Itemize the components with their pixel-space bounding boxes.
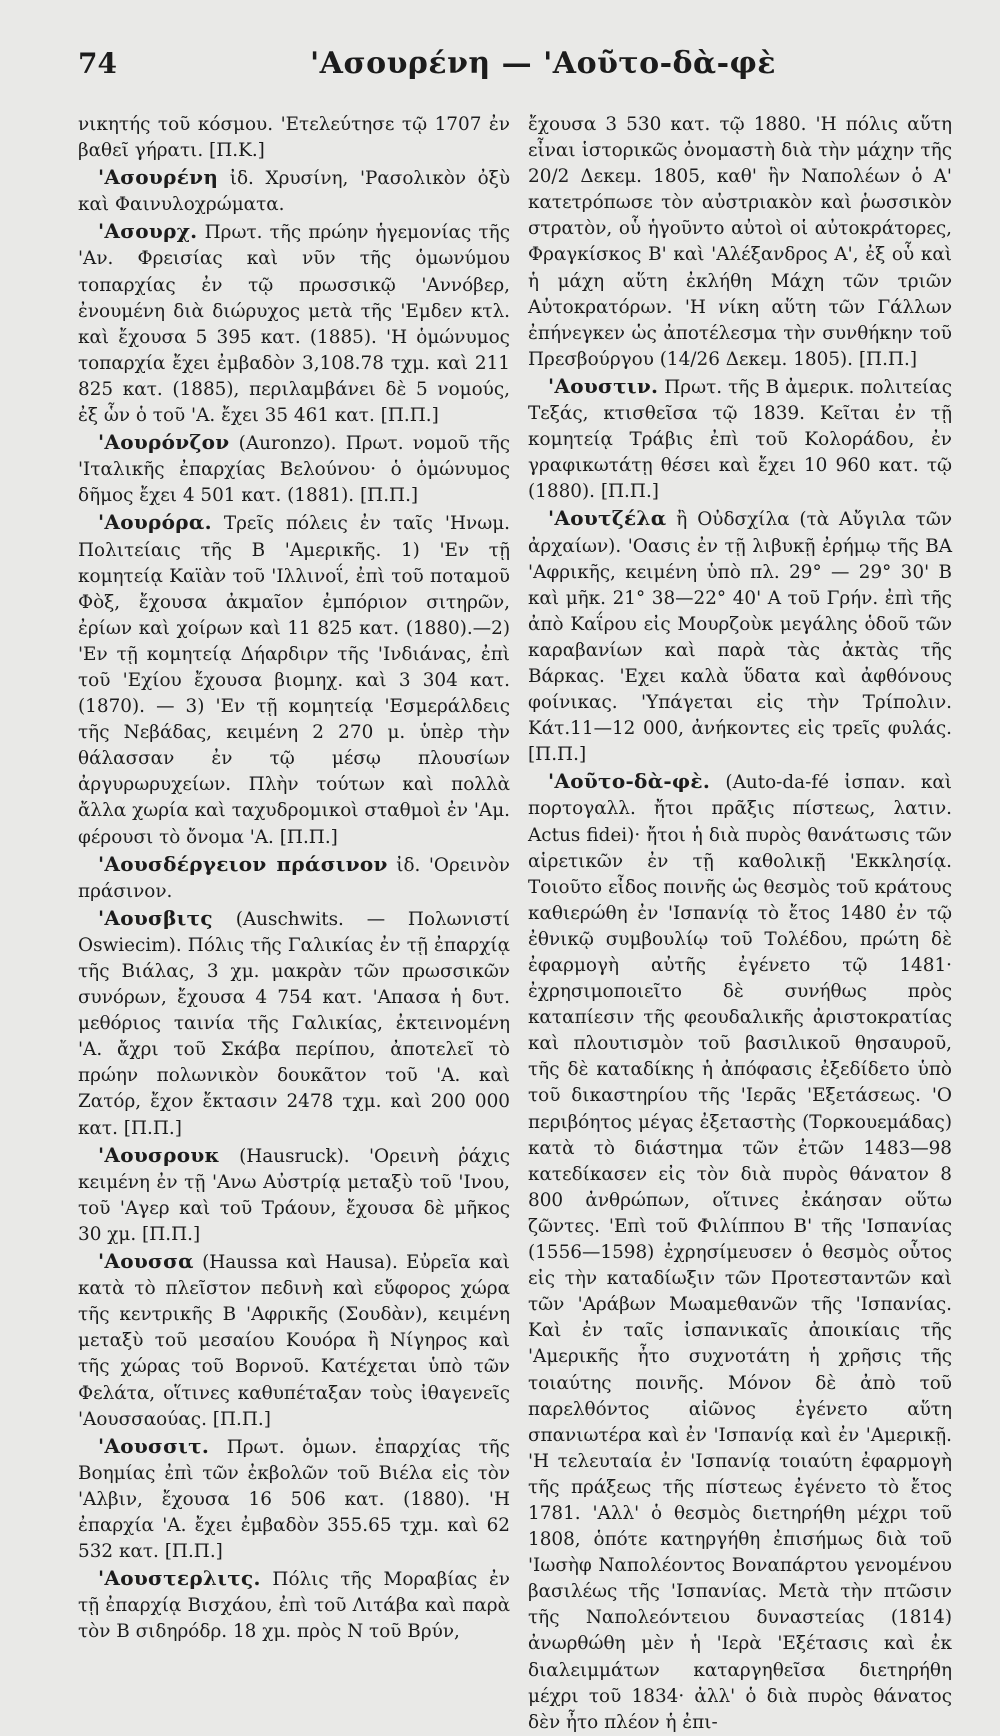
entry-headword: 'Αουσδέργειον πράσινον — [98, 851, 388, 876]
entry-text: Πρωτ. ὁμων. ἐπαρχίας τῆς Βοημίας ἐπὶ τῶν ἐκβολῶν τοῦ Βιέλα εἰς τὸν 'Αλβιν, ἔχουσα 16 506 κατ. (1880). 'Η ἐπαρχία 'Α. ἔχει ἐμβαδὸν 355.65 τχμ. καὶ 62 532 κατ. [Π.Π.] — [78, 1436, 510, 1563]
entry-headword: 'Αουσρουκ — [98, 1142, 220, 1167]
dictionary-entry — [78, 164, 510, 218]
running-title: 'Ασουρένη — 'Αοῦτο-δὰ-φὲ — [310, 46, 776, 81]
entry-text: (Hausruck). 'Ορεινὴ ῥάχις κειμένη ἐν τῇ 'Ανω Αὐστρίᾳ μεταξὺ τοῦ 'Ινου, τοῦ 'Αγερ καὶ τοῦ Τράουν, ἔχουσα δὲ μῆκος 30 χμ. [Π.Π.] — [78, 1145, 510, 1245]
dictionary-entry — [78, 1565, 510, 1645]
entry-text: Πόλις τῆς Μοραβίας ἐν τῇ ἐπαρχίᾳ Βισχάου, ἐπὶ τοῦ Λιτάβα καὶ παρὰ τὸν Β σιδηρόδρ. 18 χμ. πρὸς Ν τοῦ Βρύν, — [78, 1569, 510, 1643]
dictionary-entry — [78, 851, 510, 905]
entry-text: ἢ Οὐδσχίλα (τὰ Αὔγιλα τῶν ἀρχαίων). 'Οασις ἐν τῇ λιβυκῇ ἐρήμῳ τῆς ΒΑ 'Αφρικῆς, κειμένη ὑπὸ πλ. 29° — 29° 30' Β καὶ μῆκ. 21° 38—22° 40' Α τοῦ Γρήν. ἐπὶ τῆς ἀπὸ Καΐρου εἰς Μουρζοὺκ μεγάλης ὁδοῦ τῶν καραβανίων καὶ παρὰ τὰς ἀκτὰς τῆς Βάρκας. 'Εχει καλὰ ὕδατα καὶ ἀφθόνους φοίνικας. 'Υπάγεται εἰς τὴν Τρίπολιν. Κάτ.11—12 000, ἀνήκοντες εἰς τρεῖς φυλάς. [Π.Π.] — [528, 509, 952, 766]
dictionary-entry — [78, 112, 510, 164]
entry-headword: 'Αουσσα — [98, 1249, 194, 1274]
dictionary-entry — [78, 1248, 510, 1433]
dictionary-entry — [528, 112, 952, 373]
entry-text: ἔχουσα 3 530 κατ. τῷ 1880. 'Η πόλις αὕτη εἶναι ἱστορικῶς ὀνομαστὴ διὰ τὴν μάχην τῆς 20/2 Δεκεμ. 1805, καθ' ἣν Ναπολέων ὁ Α' κατετρόπωσε τὸν αὐστριακὸν καὶ ῥωσσικὸν στρατὸν, οὗ ἡγοῦντο αὐτοὶ οἱ αὐτοκράτορες, Φραγκίσκος Β' καὶ 'Αλέξανδρος Α', ἐξ οὗ καὶ ἡ μάχη αὕτη ἐκλήθη Μάχη τῶν τριῶν Αὐτοκρατόρων. 'Η νίκη αὕτη τῶν Γάλλων ἐπήνεγκεν ὡς ἀποτέλεσμα τὴν συνθήκην τοῦ Πρεσβούργου (14/26 Δεκεμ. 1805). [Π.Π.] — [528, 114, 952, 370]
entry-headword: 'Αοῦτο-δὰ-φὲ. — [548, 769, 711, 794]
entry-headword: 'Αουσσιτ. — [98, 1433, 210, 1458]
dictionary-entry — [78, 429, 510, 509]
left-column — [78, 112, 510, 1642]
entry-text: (Auronzo). Πρωτ. νομοῦ τῆς 'Ιταλικῆς ἐπαρχίας Βελούνου· ὁ ὁμώνυμος δῆμος ἔχει 4 501 κατ. (1881). [Π.Π.] — [78, 433, 510, 507]
entry-headword: 'Ασουρχ. — [98, 219, 198, 244]
entry-text: (Auto-da-fé ἰσπαν. καὶ πορτογαλλ. ἤτοι πρᾶξις πίστεως, λατιν. Actus fidei)· ἤτοι ἡ διὰ πυρὸς θανάτωσις τῶν αἱρετικῶν ἐν τῇ καθολικῇ 'Εκκλησίᾳ. Τοιοῦτο εἶδος ποινῆς ὡς θεσμὸς τοῦ κράτους καθιερώθη ἐν 'Ισπανίᾳ τὸ ἔτος 1480 ἐν τῷ ἐθνικῷ συμβουλίῳ τοῦ Τολέδου, πρώτη δὲ ἐφαρμογὴ αὐτῆς ἐγένετο τῷ 1481· ἐχρησιμοποιεῖτο δὲ συνήθως πρὸς καταπίεσιν τῆς φεουδαλικῆς ἀριστοκρατίας καὶ πλουτισμὸν τοῦ βασιλικοῦ θησαυροῦ, τῆς δὲ καταδίκης ἡ ἀπόφασις ἐξεδίδετο ὑπὸ τοῦ δικαστηρίου τῆς 'Ιερᾶς 'Εξετάσεως. 'Ο περιβόητος μέγας ἐξεταστὴς (Τορκουεμάδας) κατὰ τὸ διάστημα τῶν ἐτῶν 1483—98 κατεδίκασεν εἰς τὸν διὰ πυρὸς θάνατον 8 800 ἀνθρώπων, οἵτινες ἐκάησαν οὕτω ζῶντες. 'Επὶ τοῦ Φιλίππου Β' τῆς 'Ισπανίας (1556—1598) ἐχρησίμευσεν ὁ θεσμὸς οὗτος εἰς τὴν καταδίωξιν τῶν Προτεσταντῶν καὶ τῶν 'Αράβων Μωαμεθανῶν τῆς 'Ισπανίας. Καὶ ἐν ταῖς ἰσπανικαῖς ἀποικίαις τῆς 'Αμερικῆς ἦτο συχνοτάτη ἡ χρῆσις τῆς τοιαύτης ποινῆς. Μόνον δὲ ἀπὸ τοῦ παρελθόντος αἰῶνος ἐγένετο αὕτη σπανιωτέρα καὶ ἐν 'Ισπανίᾳ καὶ ἐν 'Αμερικῇ. 'Η τελευταία ἐν 'Ισπανίᾳ τοιαύτη ἐφαρμογὴ τῆς πράξεως τῆς πίστεως ἐγένετο τὸ ἔτος 1781. 'Αλλ' ὁ θεσμὸς διετηρήθη μέχρι τοῦ 1808, ὁπότε κατηργήθη ἐπισήμως διὰ τοῦ 'Ιωσὴφ Ναπολέοντος Βοναπάρτου γενομένου βασιλέως τῆς 'Ισπανίας. Μετὰ τὴν πτῶσιν τῆς Ναπολεόντειου δυναστείας (1814) ἀνωρθώθη μὲν ἡ 'Ιερὰ 'Εξέτασις καὶ ἐκ διαλειμμάτων καταργηθεῖσα διετηρήθη μέχρι τοῦ 1834· ἀλλ' ὁ διὰ πυρὸς θάνατος δὲν ἦτο πλέον ἡ ἐπι- — [528, 772, 952, 1733]
entry-text: νικητής τοῦ κόσμου. 'Ετελεύτησε τῷ 1707 ἐν βαθεῖ γήρατι. [Π.Κ.] — [78, 114, 510, 162]
entry-headword: 'Αουστερλιτς. — [98, 1566, 261, 1591]
entry-text: ἰδ. 'Ορεινὸν πράσινον. — [78, 854, 510, 902]
entry-text: Πρωτ. τῆς πρώην ἡγεμονίας τῆς 'Αν. Φρεισίας καὶ νῦν τῆς ὁμωνύμου τοπαρχίας ἐν τῷ πρωσσικῷ 'Αννόβερ, ἐνουμένη διὰ διώρυχος μετὰ τῆς 'Εμδεν κτλ. καὶ ἔχουσα 5 395 κατ. (1885). 'Η ὁμώνυμος τοπαρχία ἔχει ἐμβαδὸν 3,108.78 τχμ. καὶ 211 825 κατ. (1885), περιλαμβάνει δὲ 5 νομούς, ἐξ ὧν ὁ τοῦ 'Α. ἔχει 35 461 κατ. [Π.Π.] — [78, 222, 510, 427]
entry-headword: 'Αουσβιτς — [98, 905, 213, 930]
page-number: 74 — [78, 47, 117, 80]
entry-headword: 'Αουτζέλα — [548, 506, 667, 531]
entry-text: Πρωτ. τῆς Β ἀμερικ. πολιτείας Τεξάς, κτισθεῖσα τῷ 1839. Κεῖται ἐν τῇ κομητείᾳ Τράβις ἐπὶ τοῦ Κολοράδου, ἐν γραφικωτάτῃ θέσει καὶ ἔχει 10 960 κατ. τῷ (1880). [Π.Π.] — [528, 376, 952, 503]
dictionary-entry — [528, 373, 952, 505]
entry-text: ἰδ. Χρυσίνη, 'Ρασολικὸν ὀξὺ καὶ Φαινυλοχρώματα. — [78, 168, 510, 216]
entry-headword: 'Ασουρένη — [98, 165, 219, 190]
page-header — [78, 46, 948, 86]
dictionary-entry — [78, 1142, 510, 1248]
right-column — [528, 112, 952, 1733]
dictionary-entry — [528, 768, 952, 1735]
entry-text: (Haussa καὶ Hausa). Εὐρεῖα καὶ κατὰ τὸ πλεῖστον πεδινὴ καὶ εὔφορος χώρα τῆς κεντρικῆς Β 'Αφρικῆς (Σουδὰν), κειμένη μεταξὺ τοῦ μεσαίου Κουόρα ἢ Νίγηρος καὶ τῆς χώρας τοῦ Βορνοῦ. Κατέχεται ὑπὸ τῶν Φελάτα, οἵτινες καθυπέταξαν τοὺς ἰθαγενεῖς 'Αουσσαούας. [Π.Π.] — [78, 1252, 510, 1430]
dictionary-entry — [78, 905, 510, 1142]
entry-headword: 'Αουρόνζον — [98, 430, 230, 455]
dictionary-entry — [78, 218, 510, 429]
entry-headword: 'Αουρόρα. — [98, 510, 212, 535]
entry-headword: 'Αουστιν. — [548, 373, 659, 398]
dictionary-entry — [528, 505, 952, 768]
dictionary-entry — [78, 1433, 510, 1565]
entry-text: Τρεῖς πόλεις ἐν ταῖς 'Ηνωμ. Πολιτείαις τῆς Β 'Αμερικῆς. 1) 'Εν τῇ κομητείᾳ Καϊὰν τοῦ 'Ιλλινοΐ, ἐπὶ τοῦ ποταμοῦ Φὸξ, ἔχουσα ἀκμαῖον ἐμπόριον σιτηρῶν, ἐρίων καὶ χοίρων καὶ 11 825 κατ. (1880).—2) 'Εν τῇ κομητείᾳ Δήαρδιρν τῆς 'Ινδιάνας, ἐπὶ τοῦ 'Εχίου ἔχουσα βιομηχ. καὶ 3 304 κατ. (1870). — 3) 'Εν τῇ κομητείᾳ 'Εσμεράλδεις τῆς Νεβάδας, κειμένη 2 270 μ. ὑπὲρ τὴν θάλασσαν ἐν τῷ μέσῳ πλουσίων ἀργυρωρυχείων. Πλὴν τούτων καὶ πολλὰ ἄλλα χωρία καὶ ταχυδρομικοὶ σταθμοὶ ἐν 'Αμ. φέρουσι τὸ ὄνομα 'Α. [Π.Π.] — [78, 513, 510, 848]
entry-text: (Auschwits. — Πολωνιστί Oswiecim). Πόλις τῆς Γαλικίας ἐν τῇ ἐπαρχίᾳ τῆς Βιάλας, 3 χμ. μακρὰν τῶν πρωσσικῶν συνόρων, ἔχουσα 4 754 κατ. 'Απασα ἡ δυτ. μεθόριος ταινία τῆς Γαλικίας, ἐκτεινομένη 'Α. ἄχρι τοῦ Σκάβα περίπου, ἀποτελεῖ τὸ πρώην πολωνικὸν δουκᾶτον τοῦ 'Α. καὶ Ζατόρ, ἔχον ἔκτασιν 2478 τχμ. καὶ 200 000 κατ. [Π.Π.] — [78, 908, 510, 1139]
dictionary-entry — [78, 509, 510, 850]
